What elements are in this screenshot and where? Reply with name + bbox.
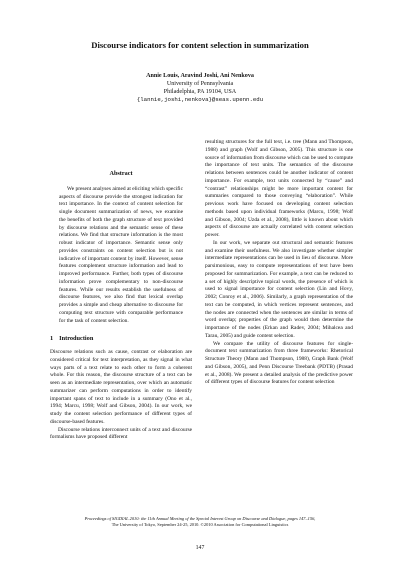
footer-line-1: Proceedings of SIGDIAL 2010: the 11th Annual Meeting of the Special Interest Group on Discourse and Dialogue, pages 147–156, [84, 516, 316, 521]
section-title: Introduction [59, 335, 94, 343]
body-paragraph-3: We compare the utility of discourse features for single-document text summarization from three frameworks: Rhetorical Structure Theory (Mann and Thompson, 1988), Graph Bank (Wolf and Gibson, 2005), and Penn Discourse Treebank (PDTB) (Prasad et al., 2008). We present a detailed analysis of the predictive power of different types of discourse features for content selection [205, 340, 353, 386]
body-paragraph-1: resulting structures for the full text, i.e. tree (Mann and Thompson, 1988) and graph (Wolf and Gibson, 2005). This structure is one source of information from discourse which can be used to compute the importance of text units. The semantics of the discourse relations between sentences could be another indicator of content importance. For example, text units connected by “cause” and “contrast” relationships might be more important content for summaries compared to those conveying “elaboration”. While previous work have focused on developing content selection methods based upon individual frameworks (Marcu, 1998; Wolf and Gibson, 2004; Uzda et al., 2008), little is known about which aspects of discourse are actually correlated with content selection power. [205, 139, 353, 238]
proceedings-footer [0, 516, 400, 527]
left-column [50, 170, 192, 442]
author-email: {lannie,joshi,nenkova}@seas.upenn.edu [136, 96, 264, 104]
author-affiliation: University of Pennsylvania [166, 81, 234, 88]
footer-line-2: The University of Tokyo, September 24-25, 2010. ©2010 Association for Computational Linguistics [111, 521, 289, 527]
paper-title: Discourse indicators for content selection in summarization [91, 40, 309, 50]
body-paragraph-2: In our work, we separate out structural and semantic features and examine their usefulness. We also investigate whether simpler intermediate representations can be used in lieu of discourse. More parsimonious, easy to compute representations of text have been proposed for summarization. For example, a text can be reduced to a set of highly descriptive topical words, the presence of which is used to signal importance for content selection (Lin and Hovy, 2002; Conroy et al., 2006). Similarly, a graph representation of the text can be computed, in which vertices represent sentences, and the nodes are connected when the sentences are similar in terms of word overlap; properties of the graph would then determine the importance of the nodes (Erkan and Radev, 2004; Mihalcea and Tarau, 2005) and guide content selection. [205, 239, 353, 339]
intro-paragraph-2: Discourse relations interconnect units of a text and discourse formalisms have proposed different [50, 426, 192, 441]
author-block [0, 72, 400, 104]
author-names: Annie Louis, Aravind Joshi, Ani Nenkova [146, 73, 254, 79]
section-heading-introduction [50, 335, 192, 343]
section-number: 1 [50, 335, 54, 343]
abstract-heading: Abstract [109, 170, 133, 177]
right-column [205, 139, 353, 387]
page-number: 147 [195, 545, 205, 551]
abstract-text: We present analyses aimed at eliciting which specific aspects of discourse provide the strongest indication for text importance. In the context of content selection for single document summarization of news, we examine the benefits of both the graph structure of text provided by discourse relations and the semantic sense of these relations. We find that structure information is the most robust indicator of importance. Semantic sense only provides constraints on content selection but is not indicative of important content by itself. However, sense features complement structure information and lead to improved performance. Further, both types of discourse information prove complementary to non-discourse features. While our results establish the usefulness of discourse features, we also find that lexical overlap provides a simple and cheap alternative to discourse for computing text structure with comparable performance for the task of content selection. [59, 185, 183, 324]
author-address: Philadelphia, PA 19104, USA [163, 89, 237, 96]
intro-paragraph-1: Discourse relations such as cause, contrast or elaboration are considered critical for text interpretation, as they signal in what ways parts of a text relate to each other to form a coherent whole. For this reason, the discourse structure of a text can be seen as an intermediate representation, over which an automatic summarizer can perform computations in order to identify important spans of text to include in a summary (Ono et al., 1994; Marcu, 1998; Wolf and Gibson, 2004). In our work, we study the content selection performance of different types of discourse-based features. [50, 349, 192, 425]
